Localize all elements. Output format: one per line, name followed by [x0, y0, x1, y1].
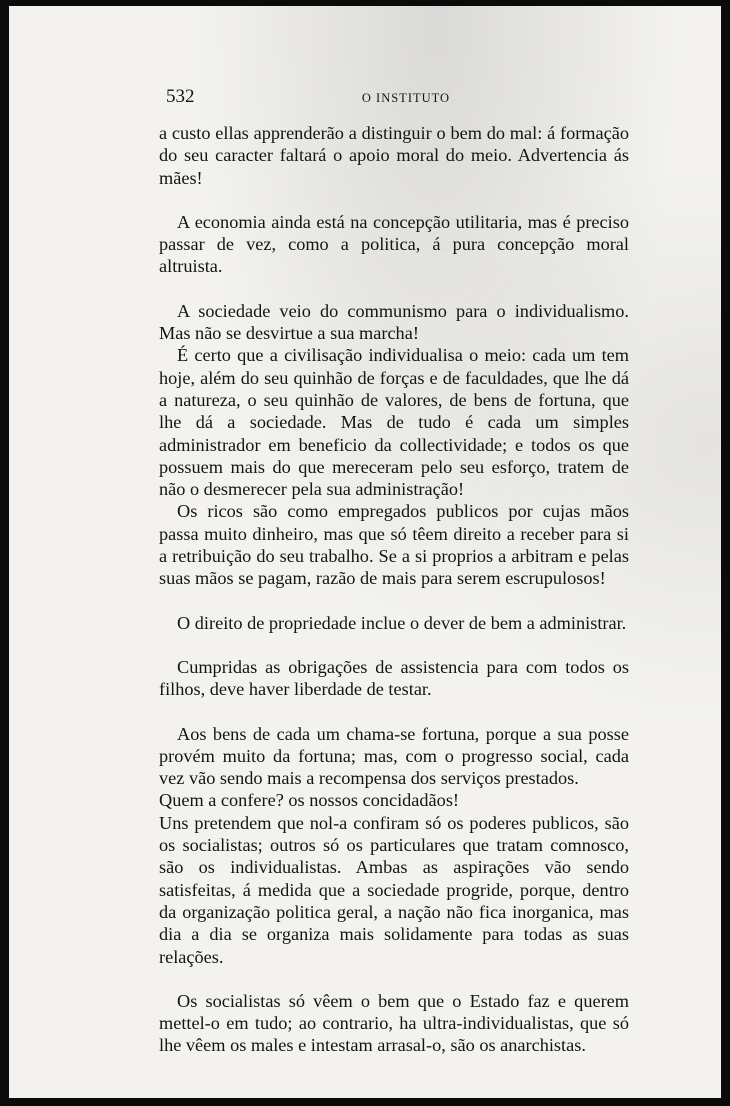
page-number: 532: [166, 86, 195, 107]
running-title: O INSTITUTO: [361, 91, 451, 105]
body-text: [159, 122, 629, 1057]
paragraph-8: Aos bens de cada um chama-se fortuna, porque a sua posse provém muito da fortuna; mas, com o progresso social, cada vez vão sendo mais a recompensa dos serviços prestados.: [159, 723, 629, 789]
paragraph-2: A economia ainda está na concepção utilitaria, mas é preciso passar de vez, como a politica, á pura concepção moral altruista.: [159, 211, 629, 277]
paragraph-4: É certo que a civilisação individualisa o meio: cada um tem hoje, além do seu quinhão de forças e de faculdades, que lhe dá a natureza, o seu quinhão de valores, de bens de fortuna, que lhe dá a sociedade. Mas de tudo é cada um simples administrador em beneficio da collectividade; e todos os que possuem mais do que mereceram pelo seu esforço, tratem de não o desmerecer pela sua administração!: [159, 345, 629, 500]
page-header: [166, 86, 646, 112]
paragraph-5: Os ricos são como empregados publicos por cujas mãos passa muito dinheiro, mas que só têem direito a receber para si a retribuição do seu trabalho. Se a si proprios a arbitram e pelas suas mãos se pagam, razão de mais para serem escrupulosos!: [159, 501, 629, 589]
paragraph-3: A sociedade veio do communismo para o individualismo. Mas não se desvirtue a sua marcha!: [159, 300, 629, 344]
paragraph-1: a custo ellas apprenderão a distinguir o bem do mal: á formação do seu caracter faltará o apoio moral do meio. Advertencia ás mães!: [159, 123, 629, 188]
paragraph-6: O direito de propriedade inclue o dever de bem a administrar.: [177, 612, 627, 633]
paragraph-7: Cumpridas as obrigações de assistencia para com todos os filhos, deve haver liberdade de testar.: [159, 656, 629, 700]
paragraph-11: Os socialistas só vêem o bem que o Estado faz e querem mettel-o em tudo; ao contrario, ha ultra-individualistas, que só lhe vêem os males e intestam arrasal-o, são os anarchistas.: [159, 990, 629, 1056]
paragraph-10: Uns pretendem que nol-a confiram só os poderes publicos, são os socialistas; outros só os particulares que tratam comnosco, são os individualistas. Ambas as aspirações vão sendo satisfeitas, á medida que a sociedade progride, porque, dentro da organização politica geral, a nação não fica inorganica, mas dia a dia se organiza mais solidamente para todas as suas relações.: [159, 812, 629, 967]
paragraph-9: Quem a confere? os nossos concidadãos!: [159, 790, 460, 811]
